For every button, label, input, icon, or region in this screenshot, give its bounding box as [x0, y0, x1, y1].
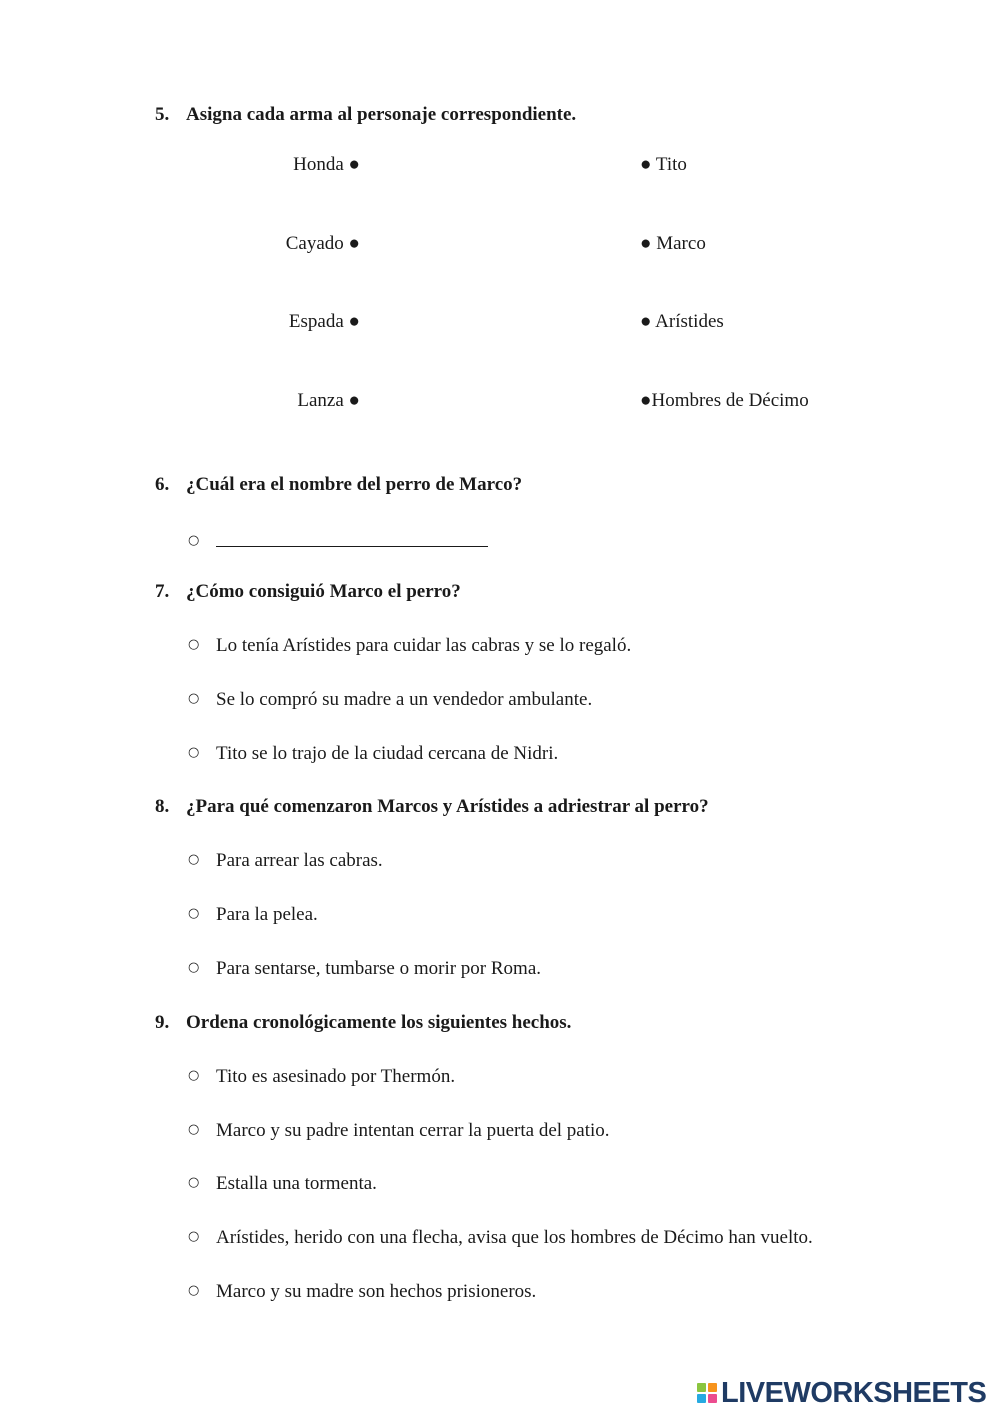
option-item[interactable]	[188, 635, 631, 657]
option-label: Tito se lo trajo de la ciudad cercana de Nidri.	[216, 743, 559, 764]
match-right-hombres-de-decimo[interactable]: ●Hombres de Décimo	[640, 390, 809, 411]
question-number: 9.	[155, 1012, 170, 1033]
order-label: Estalla una tormenta.	[216, 1173, 377, 1194]
option-item[interactable]	[188, 743, 558, 765]
logo-text: LIVEWORKSHEETS	[721, 1376, 987, 1409]
option-label: Lo tenía Arístides para cuidar las cabras y se lo regaló.	[216, 635, 632, 656]
circle-bullet-icon: ○	[188, 533, 200, 548]
match-right-aristides[interactable]: ● Arístides	[640, 311, 724, 332]
option-label: Para arrear las cabras.	[216, 850, 383, 871]
question-5	[155, 104, 576, 126]
answer-input[interactable]	[216, 528, 488, 547]
order-label: Tito es asesinado por Thermón.	[216, 1066, 456, 1087]
question-text: Asigna cada arma al personaje correspondiente.	[186, 104, 577, 125]
logo-mark-icon	[697, 1383, 717, 1403]
match-left-espada[interactable]: Espada ●	[288, 311, 360, 332]
option-item[interactable]	[188, 689, 592, 711]
order-item[interactable]	[188, 1173, 377, 1195]
option-item[interactable]	[188, 958, 541, 980]
order-label: Arístides, herido con una flecha, avisa que los hombres de Décimo han vuelto.	[216, 1227, 813, 1248]
question-9	[155, 1012, 571, 1034]
question-text: ¿Para qué comenzaron Marcos y Arístides a adriestrar al perro?	[186, 796, 709, 817]
circle-bullet-icon: ○	[188, 1229, 200, 1244]
option-label: Para la pelea.	[216, 904, 318, 925]
question-number: 8.	[155, 796, 170, 817]
circle-bullet-icon: ○	[188, 1068, 200, 1083]
order-item[interactable]	[188, 1066, 455, 1088]
circle-bullet-icon: ○	[188, 960, 200, 975]
match-left-honda[interactable]: Honda ●	[293, 154, 360, 175]
question-number: 7.	[155, 581, 170, 602]
liveworksheets-logo[interactable]	[697, 1376, 986, 1410]
order-item[interactable]	[188, 1227, 813, 1249]
option-item[interactable]	[188, 850, 383, 872]
option-label: Se lo compró su madre a un vendedor ambulante.	[216, 689, 593, 710]
match-right-tito[interactable]: ● Tito	[640, 154, 687, 175]
circle-bullet-icon: ○	[188, 1283, 200, 1298]
circle-bullet-icon: ○	[188, 637, 200, 652]
match-left-cayado[interactable]: Cayado ●	[285, 233, 360, 254]
order-item[interactable]	[188, 1281, 536, 1303]
circle-bullet-icon: ○	[188, 852, 200, 867]
circle-bullet-icon: ○	[188, 691, 200, 706]
question-text: Ordena cronológicamente los siguientes hechos.	[186, 1012, 572, 1033]
question-text: ¿Cómo consiguió Marco el perro?	[186, 581, 461, 602]
question-number: 6.	[155, 474, 170, 495]
match-left-lanza[interactable]: Lanza ●	[297, 390, 360, 411]
question-number: 5.	[155, 104, 170, 125]
question-7	[155, 581, 461, 603]
match-right-marco[interactable]: ● Marco	[640, 233, 706, 254]
circle-bullet-icon: ○	[188, 1122, 200, 1137]
circle-bullet-icon: ○	[188, 745, 200, 760]
option-label: Para sentarse, tumbarse o morir por Roma.	[216, 958, 542, 979]
answer-blank-row	[188, 528, 488, 553]
question-6	[155, 474, 522, 496]
question-text: ¿Cuál era el nombre del perro de Marco?	[186, 474, 523, 495]
circle-bullet-icon: ○	[188, 906, 200, 921]
question-8	[155, 796, 709, 818]
order-label: Marco y su padre intentan cerrar la puerta del patio.	[216, 1120, 610, 1141]
order-item[interactable]	[188, 1120, 610, 1142]
option-item[interactable]	[188, 904, 318, 926]
circle-bullet-icon: ○	[188, 1175, 200, 1190]
order-label: Marco y su madre son hechos prisioneros.	[216, 1281, 537, 1302]
